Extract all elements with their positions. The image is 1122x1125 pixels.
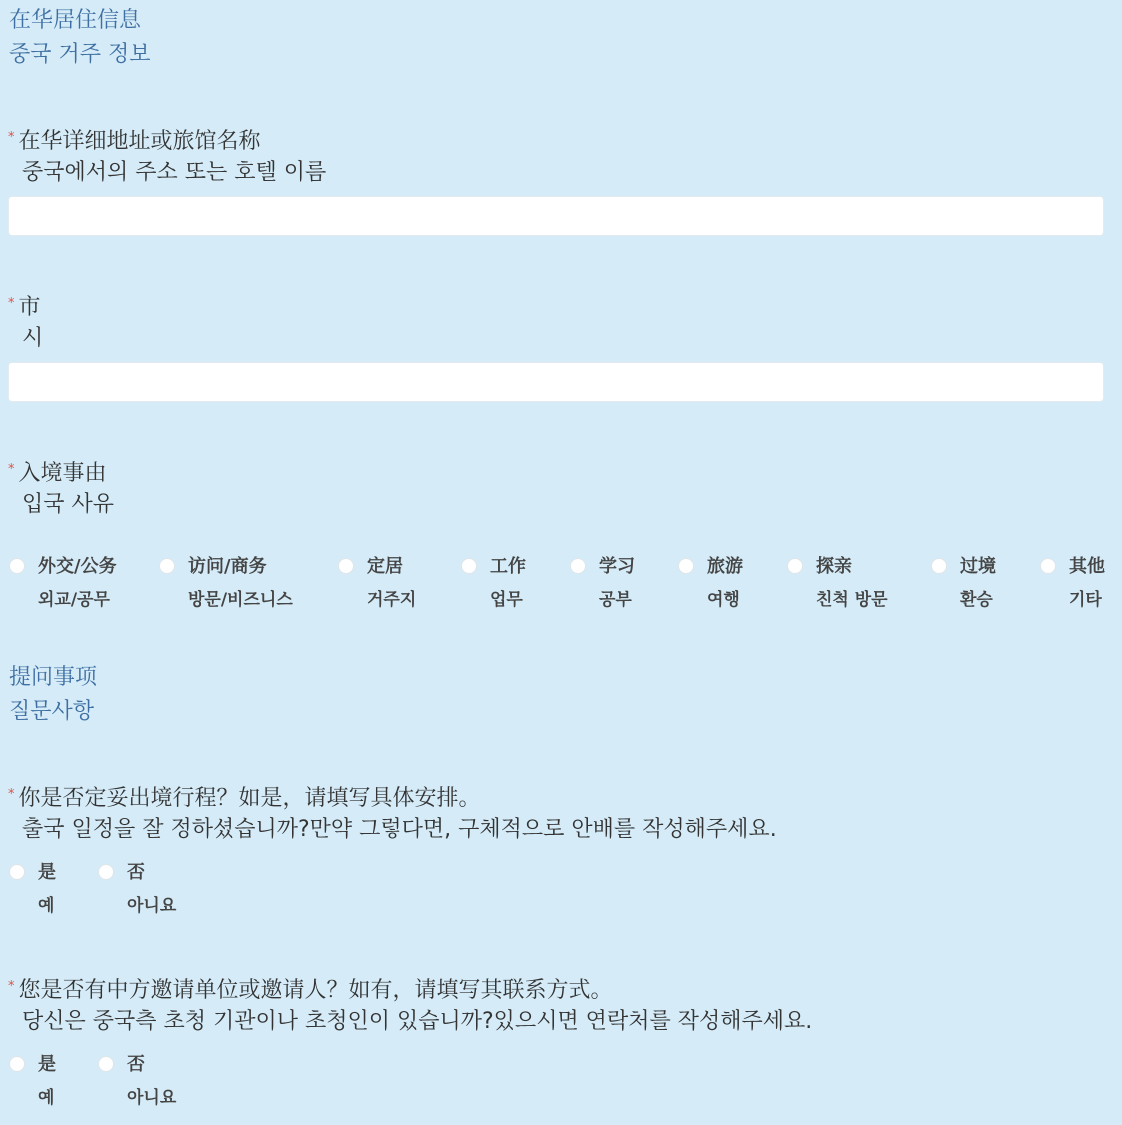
purpose-label-zh: 入境事由 bbox=[18, 461, 107, 486]
radio-button[interactable] bbox=[159, 558, 175, 574]
radio-label-ko: 예 bbox=[38, 896, 55, 916]
radio-label-ko: 아니요 bbox=[127, 1088, 177, 1108]
radio-label-zh: 其他 bbox=[1069, 556, 1105, 577]
purpose-label-ko: 입국 사유 bbox=[22, 492, 115, 517]
inviter-label-zh: 您是否有中方邀请单位或邀请人？如有，请填写其联系方式。 bbox=[18, 978, 613, 1003]
radio-label-zh: 外交/公务 bbox=[38, 556, 117, 577]
radio-button[interactable] bbox=[931, 558, 947, 574]
section-title-ko: 질문사항 bbox=[9, 699, 95, 724]
radio-button[interactable] bbox=[570, 558, 586, 574]
radio-label-zh: 探亲 bbox=[816, 556, 852, 577]
radio-label-ko: 환승 bbox=[960, 590, 993, 610]
city-label bbox=[8, 288, 43, 354]
purpose-label bbox=[8, 454, 114, 520]
address-input[interactable] bbox=[8, 196, 1104, 236]
address-label-ko: 중국에서의 주소 또는 호텔 이름 bbox=[22, 160, 327, 185]
inviter-label bbox=[8, 971, 812, 1037]
exit-plan-label-ko: 출국 일정을 잘 정하셨습니까?만약 그렇다면, 구체적으로 안배를 작성해주세요. bbox=[22, 817, 777, 842]
section-title-ko: 중국 거주 정보 bbox=[9, 42, 151, 67]
radio-button[interactable] bbox=[98, 864, 114, 880]
required-mark: * bbox=[8, 979, 15, 994]
radio-label-zh: 访问/商务 bbox=[188, 556, 267, 577]
radio-button[interactable] bbox=[338, 558, 354, 574]
radio-label-zh: 是 bbox=[38, 862, 56, 883]
exit-plan-label bbox=[8, 779, 777, 845]
address-label bbox=[8, 122, 326, 188]
radio-button[interactable] bbox=[461, 558, 477, 574]
required-mark: * bbox=[8, 787, 15, 802]
radio-label-zh: 过境 bbox=[960, 556, 996, 577]
radio-button[interactable] bbox=[9, 864, 25, 880]
radio-label-zh: 学习 bbox=[599, 556, 635, 577]
inviter-label-ko: 당신은 중국측 초청 기관이나 초청인이 있습니까?있으시면 연락처를 작성해주세요. bbox=[22, 1009, 813, 1034]
radio-label-zh: 否 bbox=[127, 862, 145, 883]
radio-label-zh: 旅游 bbox=[707, 556, 743, 577]
radio-label-ko: 여행 bbox=[707, 590, 740, 610]
radio-button[interactable] bbox=[678, 558, 694, 574]
radio-label-ko: 거주지 bbox=[367, 590, 417, 610]
required-mark: * bbox=[8, 296, 15, 311]
section-title-zh: 提问事项 bbox=[9, 665, 98, 690]
radio-label-zh: 否 bbox=[127, 1054, 145, 1075]
radio-label-ko: 아니요 bbox=[127, 896, 177, 916]
radio-label-ko: 기타 bbox=[1069, 590, 1102, 610]
radio-label-ko: 방문/비즈니스 bbox=[188, 590, 293, 610]
radio-button[interactable] bbox=[1040, 558, 1056, 574]
radio-button[interactable] bbox=[787, 558, 803, 574]
radio-label-ko: 업무 bbox=[490, 590, 523, 610]
section-title-residence bbox=[9, 4, 151, 72]
city-label-ko: 시 bbox=[22, 326, 44, 351]
radio-label-zh: 是 bbox=[38, 1054, 56, 1075]
radio-label-ko: 공부 bbox=[599, 590, 632, 610]
section-title-questions bbox=[9, 661, 97, 729]
exit-plan-label-zh: 你是否定妥出境行程？如是，请填写具体安排。 bbox=[18, 786, 481, 811]
radio-button[interactable] bbox=[9, 558, 25, 574]
radio-label-ko: 친척 방문 bbox=[816, 590, 888, 610]
radio-label-zh: 定居 bbox=[367, 556, 403, 577]
city-input[interactable] bbox=[8, 362, 1104, 402]
radio-label-ko: 외교/공무 bbox=[38, 590, 110, 610]
radio-label-zh: 工作 bbox=[490, 556, 526, 577]
section-title-zh: 在华居住信息 bbox=[9, 8, 142, 33]
city-label-zh: 市 bbox=[18, 295, 41, 320]
radio-label-ko: 예 bbox=[38, 1088, 55, 1108]
required-mark: * bbox=[8, 462, 15, 477]
radio-button[interactable] bbox=[9, 1056, 25, 1072]
required-mark: * bbox=[8, 130, 15, 145]
radio-button[interactable] bbox=[98, 1056, 114, 1072]
address-label-zh: 在华详细地址或旅馆名称 bbox=[18, 129, 261, 154]
